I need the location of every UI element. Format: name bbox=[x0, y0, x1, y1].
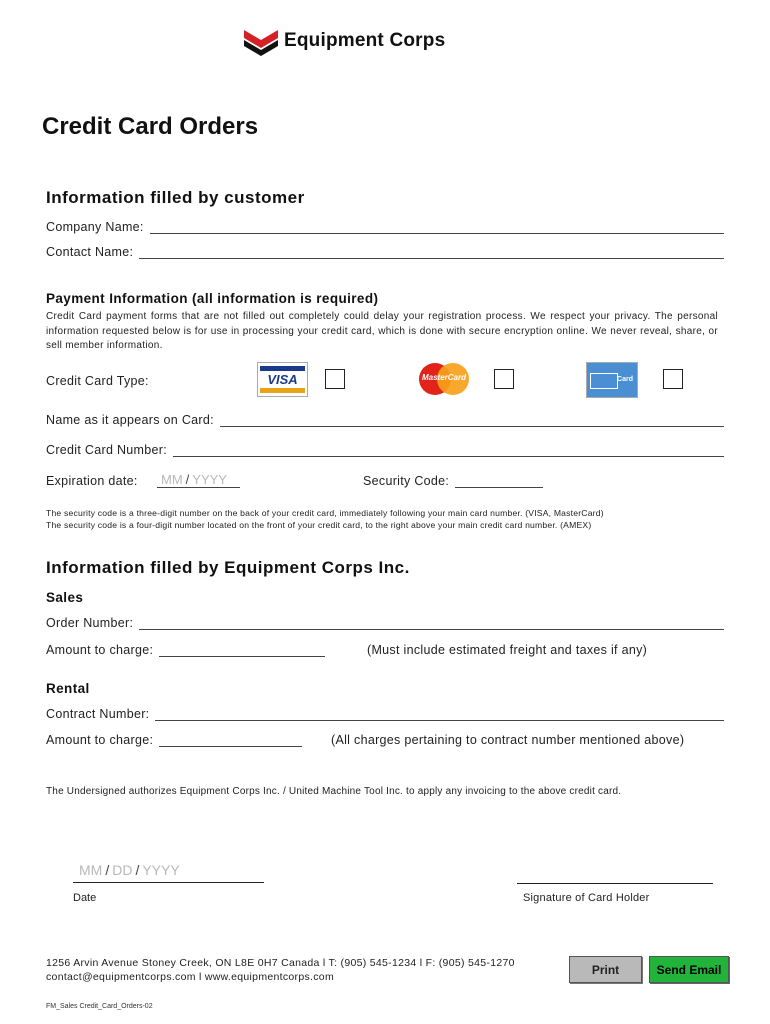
expiration-label: Expiration date: bbox=[46, 474, 138, 488]
payment-description: Credit Card payment forms that are not filled out completely could delay your registration process. We respect your privacy. The personal information requested below is for use in processing your credit card, which is done with secure encryption online. We never reveal, share, or sell member information. bbox=[46, 311, 718, 351]
company-name-label: Company Name: bbox=[46, 220, 144, 234]
footer-contact: contact@equipmentcorps.com l www.equipmentcorps.com bbox=[46, 971, 334, 983]
signature-label: Signature of Card Holder bbox=[523, 892, 650, 904]
card-number-field[interactable] bbox=[173, 444, 724, 457]
contact-name-row bbox=[46, 245, 724, 259]
contact-name-field[interactable] bbox=[139, 246, 724, 259]
card-number-label: Credit Card Number: bbox=[46, 443, 168, 457]
name-on-card-field[interactable] bbox=[220, 414, 724, 427]
chevron-logo-icon bbox=[244, 26, 278, 56]
contract-number-label: Contract Number: bbox=[46, 707, 150, 721]
sales-amount-label: Amount to charge: bbox=[46, 643, 154, 657]
visa-card-icon: VISA bbox=[257, 362, 308, 397]
rental-amount-row bbox=[46, 733, 302, 747]
expiration-field[interactable]: MM / YYYY bbox=[157, 472, 240, 488]
contract-number-field[interactable] bbox=[155, 708, 724, 721]
authorization-text: The Undersigned authorizes Equipment Corps Inc. / United Machine Tool Inc. to apply any invoicing to the above credit card. bbox=[46, 786, 622, 797]
card-type-label: Credit Card Type: bbox=[46, 374, 149, 388]
name-on-card-label: Name as it appears on Card: bbox=[46, 413, 214, 427]
sales-amount-note: (Must include estimated freight and taxes if any) bbox=[367, 643, 648, 657]
company-name-row bbox=[46, 220, 724, 234]
amex-checkbox[interactable] bbox=[663, 369, 683, 389]
security-code-row bbox=[363, 474, 543, 488]
sales-amount-row bbox=[46, 643, 325, 657]
rental-amount-field[interactable] bbox=[159, 734, 302, 747]
signature-date-field[interactable]: MM / DD / YYYY bbox=[73, 862, 264, 883]
security-note-1: The security code is a three-digit number on the back of your credit card, immediately following your main card number. (VISA, MasterCard) bbox=[46, 508, 604, 518]
customer-section-heading: Information filled by customer bbox=[46, 188, 305, 207]
order-number-label: Order Number: bbox=[46, 616, 134, 630]
payment-heading: Payment Information (all information is required) bbox=[46, 291, 379, 306]
rental-heading: Rental bbox=[46, 681, 90, 696]
rental-amount-label: Amount to charge: bbox=[46, 733, 154, 747]
send-email-button[interactable]: Send Email bbox=[649, 956, 729, 983]
order-number-row bbox=[46, 616, 724, 630]
company-name-field[interactable] bbox=[150, 221, 724, 234]
visa-checkbox[interactable] bbox=[325, 369, 345, 389]
amex-card-icon: Card bbox=[586, 362, 638, 398]
signature-field[interactable] bbox=[517, 862, 713, 884]
security-note-2: The security code is a four-digit number located on the front of your credit card, to the right above your main credit card number. (AMEX) bbox=[46, 520, 592, 530]
contract-number-row bbox=[46, 707, 724, 721]
security-code-field[interactable] bbox=[455, 475, 543, 488]
sales-heading: Sales bbox=[46, 590, 84, 605]
security-code-label: Security Code: bbox=[363, 474, 450, 488]
company-section-heading: Information filled by Equipment Corps Inc. bbox=[46, 558, 410, 577]
print-button[interactable]: Print bbox=[569, 956, 642, 983]
order-number-field[interactable] bbox=[139, 617, 724, 630]
brand-name: Equipment Corps bbox=[284, 30, 446, 51]
page-title: Credit Card Orders bbox=[42, 113, 259, 140]
mastercard-checkbox[interactable] bbox=[494, 369, 514, 389]
contact-name-label: Contact Name: bbox=[46, 245, 134, 259]
mastercard-card-icon: MasterCard bbox=[419, 362, 469, 396]
rental-amount-note: (All charges pertaining to contract number mentioned above) bbox=[331, 733, 685, 747]
footer-address: 1256 Arvin Avenue Stoney Creek, ON L8E 0H7 Canada l T: (905) 545-1234 l F: (905) 545-1270 bbox=[46, 957, 515, 969]
date-label: Date bbox=[73, 892, 97, 904]
brand-logo bbox=[244, 26, 445, 56]
sales-amount-field[interactable] bbox=[159, 644, 325, 657]
form-id: FM_Sales Credit_Card_Orders-02 bbox=[46, 1003, 153, 1010]
name-on-card-row bbox=[46, 413, 724, 427]
card-number-row bbox=[46, 443, 724, 457]
